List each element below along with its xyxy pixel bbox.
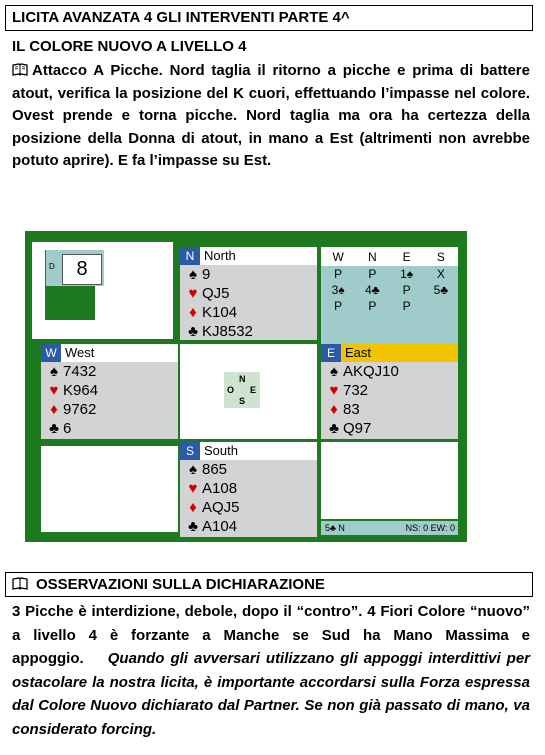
heart-icon: ♥ xyxy=(188,480,198,497)
west-badge: W xyxy=(41,344,61,362)
south-badge: S xyxy=(180,442,200,460)
bid-cell: 3♠ xyxy=(331,283,345,297)
compass xyxy=(224,372,260,408)
bid-cell: P xyxy=(368,267,377,281)
west-hearts: K964 xyxy=(63,382,99,399)
club-icon: ♣ xyxy=(188,518,198,535)
blank-cell xyxy=(41,446,178,532)
bid-header: S xyxy=(436,249,445,264)
deal-box xyxy=(46,250,104,286)
intro-paragraph xyxy=(12,60,530,173)
section-title xyxy=(5,572,533,597)
bid-cell: 1♠ xyxy=(400,267,414,281)
section-title-text: OSSERVAZIONI SULLA DICHIARAZIONE xyxy=(36,576,325,593)
bid-header: W xyxy=(332,249,344,264)
club-icon: ♣ xyxy=(49,420,59,437)
heart-icon: ♥ xyxy=(49,382,59,399)
bid-cell: P xyxy=(334,267,343,281)
compass-south: S xyxy=(239,396,246,406)
contract: 5♣ N xyxy=(325,523,345,533)
bid-cell: P xyxy=(334,299,343,313)
north-diamonds: K104 xyxy=(202,304,238,321)
intro-text: Attacco A Picche. Nord taglia il ritorno a picche e prima di battere atout, verifica la posizione del K cuori, effettuando l’impasse nel colore. Ovest prende e torna picche. Nord taglia ma ora ha certezza della posizione della Donna di atout, in mano a Est (altrimenti non avrebbe potuto aprire). E fa l’impasse su Est. xyxy=(12,62,530,169)
observations-paragraph xyxy=(12,600,530,741)
result-cell xyxy=(321,442,458,519)
north-spades: 9 xyxy=(202,266,211,283)
deal-number: 8 xyxy=(62,254,102,285)
west-spades: 7432 xyxy=(63,363,97,380)
diamond-icon: ♦ xyxy=(189,499,197,516)
north-hand xyxy=(180,247,317,340)
bid-cell: P xyxy=(368,299,377,313)
club-icon: ♣ xyxy=(329,420,339,437)
south-diamonds: AQJ5 xyxy=(202,499,240,516)
south-name: South xyxy=(204,443,238,458)
east-spades: AKQJ10 xyxy=(343,363,399,380)
diamond-icon: ♦ xyxy=(50,401,58,418)
north-hearts: QJ5 xyxy=(202,285,230,302)
west-hand xyxy=(41,344,178,439)
west-diamonds: 9762 xyxy=(63,401,97,418)
book-icon xyxy=(12,577,28,590)
east-diamonds: 83 xyxy=(343,401,360,418)
heart-icon: ♥ xyxy=(329,382,339,399)
bid-cell: P xyxy=(402,283,411,297)
east-hearts: 732 xyxy=(343,382,369,399)
north-badge: N xyxy=(180,247,200,265)
south-clubs: A104 xyxy=(202,518,238,535)
east-badge: E xyxy=(321,344,341,362)
west-name: West xyxy=(65,345,95,360)
south-hand xyxy=(180,442,317,537)
north-clubs: KJ8532 xyxy=(202,323,253,340)
compass-west: O xyxy=(227,385,235,395)
subtitle: IL COLORE NUOVO A LIVELLO 4 xyxy=(12,38,247,55)
east-name: East xyxy=(345,345,372,360)
score: NS: 0 EW: 0 xyxy=(405,523,455,533)
bridge-diagram xyxy=(25,231,467,542)
bid-cell: 5♣ xyxy=(433,283,449,297)
bid-cell: X xyxy=(436,267,445,281)
spade-icon: ♠ xyxy=(189,461,197,478)
bid-cell xyxy=(424,298,458,314)
diamond-icon: ♦ xyxy=(189,304,197,321)
observations-italic: Quando gli avversari utilizzano gli appoggi interdittivi per ostacolare la nostra licita, è importante accordarsi sulla Forza espressa dal Colore Nuovo dichiarato dal Partner. Se non già passato di mano, va considerato forcing. xyxy=(12,650,530,738)
bid-header: N xyxy=(368,249,377,264)
result-bar xyxy=(321,521,458,535)
book-icon xyxy=(12,63,28,76)
compass-east: E xyxy=(250,385,257,395)
east-hand xyxy=(321,344,458,439)
page-title: LICITA AVANZATA 4 GLI INTERVENTI PARTE 4^ xyxy=(5,5,533,31)
bid-header: E xyxy=(402,249,411,264)
dealer-label: D xyxy=(49,262,55,271)
club-icon: ♣ xyxy=(188,323,198,340)
north-name: North xyxy=(204,248,236,263)
bid-cell: 4♣ xyxy=(365,283,380,297)
bidding-box xyxy=(321,247,458,347)
bid-cell: P xyxy=(402,299,411,313)
diamond-icon: ♦ xyxy=(330,401,338,418)
heart-icon: ♥ xyxy=(188,285,198,302)
bidding-table xyxy=(321,247,458,314)
south-hearts: A108 xyxy=(202,480,238,497)
spade-icon: ♠ xyxy=(330,363,338,380)
spade-icon: ♠ xyxy=(50,363,58,380)
south-spades: 865 xyxy=(202,461,228,478)
spade-icon: ♠ xyxy=(189,266,197,283)
observations-text: 3 Picche è interdizione, debole, dopo il “contro”. 4 Fiori Colore “nuovo” a livello 4 è forzante a Manche se Sud ha Mano Massima e appoggio. xyxy=(12,603,530,667)
west-clubs: 6 xyxy=(63,420,72,437)
east-clubs: Q97 xyxy=(343,420,372,437)
compass-north: N xyxy=(239,374,246,384)
